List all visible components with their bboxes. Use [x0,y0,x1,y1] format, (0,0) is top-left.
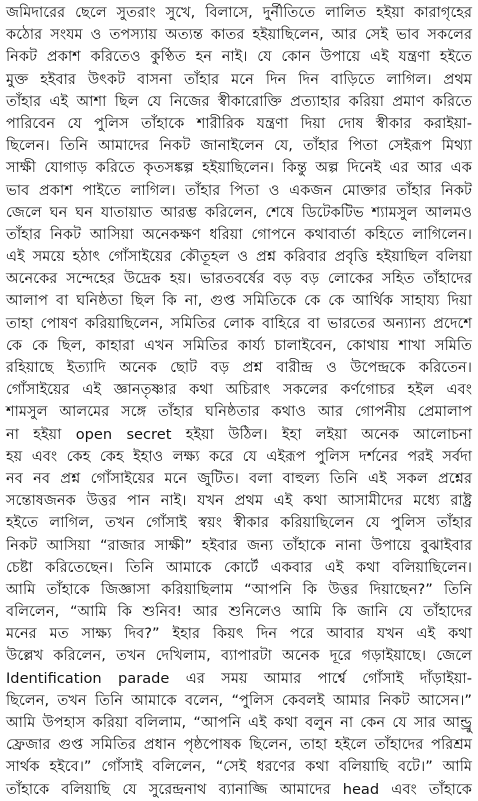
text-line: নিকট আসিয়া “রাজার সাক্ষী” হইবার জন্য তাঁহাকে নানা উপায়ে বুঝাইবার [6,536,472,554]
text-line: নিকট প্রকাশ করিতেও কুণ্ঠিত হন নাই। যে কোন উপায়ে এই যন্ত্রণা হইতে [6,48,472,66]
text-line: মুক্ত হইবার উৎকট বাসনা তাঁহার মনে দিন দিন বাড়িতে লাগিল। প্রথম [6,70,472,88]
text-line: পারিবেন যে পুলিস তাঁহাকে শারীরিক যন্ত্রণা দিয়া দোষ স্বীকার করাইয়া- [6,114,472,132]
text-line: Identification parade এর সময় আমার পার্শ্বে গোঁসাই দাঁড়াইয়া- [6,669,472,687]
text-line: কে কে ছিল, কাহারা এখন সমিতির কার্য্য চালাইবেন, কোথায় শাখা সমিতি [6,336,472,354]
body-paragraph [6,2,472,801]
text-line: জমিদারের ছেলে সুতরাং সুখে, বিলাসে, দুর্নীতিতে লালিত হইয়া কারাগৃহের [6,4,472,21]
text-line: জেলে ঘন ঘন যাতায়াত আরম্ভ করিলেন, শেষে ডিটেকটিভ শ্যামসুল আলমও [6,203,472,221]
text-line: তাঁহার এই আশা ছিল যে নিজের স্বীকারোক্তি প্রত্যাহার করিয়া প্রমাণ করিতে [6,92,472,110]
text-line: আলাপ বা ঘনিষ্ঠতা ছিল কি না, গুপ্ত সমিতিকে কে কে আর্থিক সাহায্য দিয়া [6,292,472,310]
text-line: ছিলেন। তিনি আমাদের নিকট জানাইলেন যে, তাঁহার পিতা সেইরূপ মিথ্যা [6,137,472,155]
text-line: এই সময়ে হঠাৎ গোঁসাইয়ের কৌতূহল ও প্রশ্ন করিবার প্রবৃত্তি হইয়াছিল বলিয়া [6,248,472,266]
text-line: ফ্রেজার গুপ্ত সমিতির প্রধান পৃষ্ঠপোষক ছিলেন, তাহা হইলে তাঁহাদের পরিশ্রম [6,736,472,754]
text-line: রহিয়াছে ইত্যাদি অনেক ছোট বড় প্রশ্ন বারীন্দ্র ও উপেন্দ্রকে করিতেন। [6,359,472,376]
text-line: সার্থক হইবে।” গোঁসাই বলিলেন, “সেই ধরণের কথা বলিয়াছি বটে।” আমি [6,758,472,776]
text-line: তাহা পোষণ করিয়াছিলেন, সমিতির লোক বাহিরে বা ভারতের অন্যান্য প্রদেশে [6,314,472,332]
text-line: তাঁহার নিকট আসিয়া অনেকক্ষণ ধরিয়া গোপনে কথাবার্তা কহিতে লাগিলেন। [6,225,472,243]
text-line: উল্লেখ করিলেন, তখন দেখিলাম, ব্যাপারটা অনেক দূরে গড়াইয়াছে। জেলে [6,647,472,665]
text-line: আমি তাঁহাকে জিজ্ঞাসা করিয়াছিলাম “আপনি কি উত্তর দিয়াছেন?” তিনি [6,580,472,598]
text-line: গোঁসাইয়ের এই জ্ঞানতৃষ্ণার কথা অচিরাৎ সকলের কর্ণগোচর হইল এবং [6,381,472,399]
text-line: অনেকের সন্দেহের উদ্রেক হয়। ভারতবর্ষের বড় বড় লোকের সহিত তাঁহাদের [6,270,472,288]
text-line: তাঁহাকে বলিয়াছি যে সুরেন্দ্রনাথ ব্যানাজ্জি আমাদের head এবং তাঁহাকে [6,780,472,798]
text-line: বলিলেন, “আমি কি শুনিব! আর শুনিলেও আমি কি জানি যে তাঁহাদের [6,603,472,621]
text-line: সাক্ষী যোগাড় করিতে কৃতসঙ্কল্প হইয়াছিলেন। কিন্তু অল্প দিনেই এর আর এক [6,159,472,177]
text-line: কঠোর সংযম ও তপস্যায় অত্যন্ত কাতর হইয়াছিলেন, আর সেই ভাব সকলের [6,26,472,44]
text-line: না হইয়া open secret হইয়া উঠিল। ইহা লইয়া অনেক আলোচনা [6,425,472,443]
text-line: চেষ্টা করিতেছেন। তিনি আমাকে কোর্টে একবার এই কথা বলিয়াছিলেন। [6,558,472,576]
text-line: ছিলেন, তখন তিনি আমাকে বলেন, “পুলিস কেবলই আমার নিকট আসেন।” [6,691,472,709]
text-line: ভাব প্রকাশ পাইতে লাগিল। তাঁহার পিতা ও একজন মোক্তার তাঁহার নিকট [6,181,472,199]
text-line: সন্তোষজনক উত্তর পান নাই। যখন প্রথম এই কথা আসামীদের মধ্যে রাষ্ট্র [6,492,472,510]
text-line: আমি উপহাস করিয়া বলিলাম, “আপনি এই কথা বলুন না কেন যে সার আন্ড্রু [6,714,472,731]
text-line: নব নব প্রশ্ন গোঁসাইয়ের মনে জুটিত। বলা বাহুল্য তিনি এই সকল প্রশ্নের [6,469,472,487]
text-line: শামসুল আলমের সঙ্গে তাঁহার ঘনিষ্ঠতার কথাও আর গোপনীয় প্রেমালাপ [6,403,472,421]
text-line: মনের মত সাক্ষ্য দিব?” ইহার কিয়ৎ দিন পরে আবার যখন এই কথা [6,625,472,643]
text-line: হয় এবং কেহ কেহ ইহাও লক্ষ্য করে যে এইরূপ পুলিস দর্শনের পরই সর্বদা [6,447,472,465]
text-line: হইতে লাগিল, তখন গোঁসাই স্বয়ং স্বীকার করিয়াছিলেন যে পুলিস তাঁহার [6,514,472,532]
